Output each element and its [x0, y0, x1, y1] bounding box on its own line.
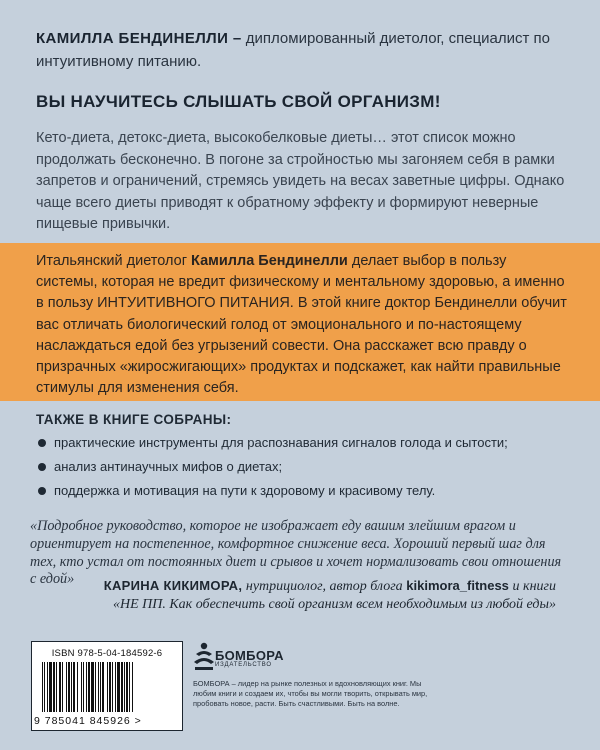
testimonial-author-role: нутрициолог, автор блога — [245, 579, 403, 594]
publisher-description: БОМБОРА – лидер на рынке полезных и вдохновляющих книг. Мы любим книги и создаем их, чтобы вы могли творить, открывать мир, пробовать новое, расти. Быть счастливыми. Быть на волне. — [193, 679, 428, 708]
testimonial-quote: «Подробное руководство, которое не изображает еду вашим злейшим врагом и ориентирует на постепенное, комфортное снижение веса. Хороший первый шаг для тех, кто устал от постоянных диет и срывов и хочет нормализовать свои отношения с едой» — [30, 518, 562, 588]
author-intro — [36, 27, 566, 73]
publisher-subtitle: ИЗДАТЕЛЬСТВО — [215, 662, 272, 668]
testimonial-book-title: «НЕ ПП. Как обеспечить свой организм всем необходимым из любой еды» — [112, 597, 556, 612]
testimonial-author — [36, 577, 556, 613]
feature-list — [36, 436, 576, 508]
ean-digits: 9 785041 845926 > — [34, 715, 142, 727]
barcode-icon — [42, 662, 172, 714]
testimonial-author-name: КАРИНА КИКИМОРА, — [103, 578, 243, 593]
publisher-name: БОМБОРА — [215, 648, 284, 663]
highlight-name: Камилла Бендинелли — [191, 253, 348, 269]
author-description: дипломированный диетолог, специалист по интуитивному питанию. — [36, 30, 551, 70]
feature-text: анализ антинаучных мифов о диетах; — [54, 459, 283, 474]
bullet-icon — [38, 463, 46, 471]
list-item — [36, 484, 576, 508]
isbn-barcode — [31, 641, 183, 731]
testimonial-author-role-2: и книги — [512, 579, 556, 594]
also-in-book-heading: ТАКЖЕ В КНИГЕ СОБРАНЫ: — [36, 412, 232, 427]
bombora-logo-icon — [193, 640, 215, 672]
bullet-icon — [38, 439, 46, 447]
intro-paragraph: Кето-диета, детокс-диета, высокобелковые диеты… этот список можно продолжать бесконечно. В погоне за стройностью мы загоняем себя в рамки запретов и ограничений, стремясь увидеть на весах заветные цифры. Однако чаще всего диеты приводят к обратному эффекту и формируют неверные пищевые привычки. — [36, 130, 565, 232]
headline: ВЫ НАУЧИТЕСЬ СЛЫШАТЬ СВОЙ ОРГАНИЗМ! — [36, 92, 441, 111]
testimonial-handle: kikimora_fitness — [406, 578, 509, 593]
feature-text: практические инструменты для распознавания сигналов голода и сытости; — [54, 435, 508, 450]
bullet-icon — [38, 487, 46, 495]
isbn-label: ISBN 978-5-04-184592-6 — [51, 648, 163, 659]
author-name: КАМИЛЛА БЕНДИНЕЛЛИ – — [36, 30, 242, 47]
list-item — [36, 436, 576, 460]
highlight-paragraph — [36, 251, 570, 399]
highlight-prefix: Итальянский диетолог — [36, 253, 192, 269]
list-item — [36, 460, 576, 484]
highlight-rest: делает выбор в пользу системы, которая не вредит физическому и ментальному здоровью, а именно в пользу ИНТУИТИВНОГО ПИТАНИЯ. В этой книге доктор Бендинелли обучит вас отличать биологический голод от эмоционального и по-настоящему наслаждаться едой без угрызений совести. Она расскажет всю правду о призрачных «жиросжигающих» продуктах и подскажет, как найти правильные стимулы для изменения себя. — [36, 253, 567, 397]
feature-text: поддержка и мотивация на пути к здоровому и красивому телу. — [54, 483, 436, 498]
